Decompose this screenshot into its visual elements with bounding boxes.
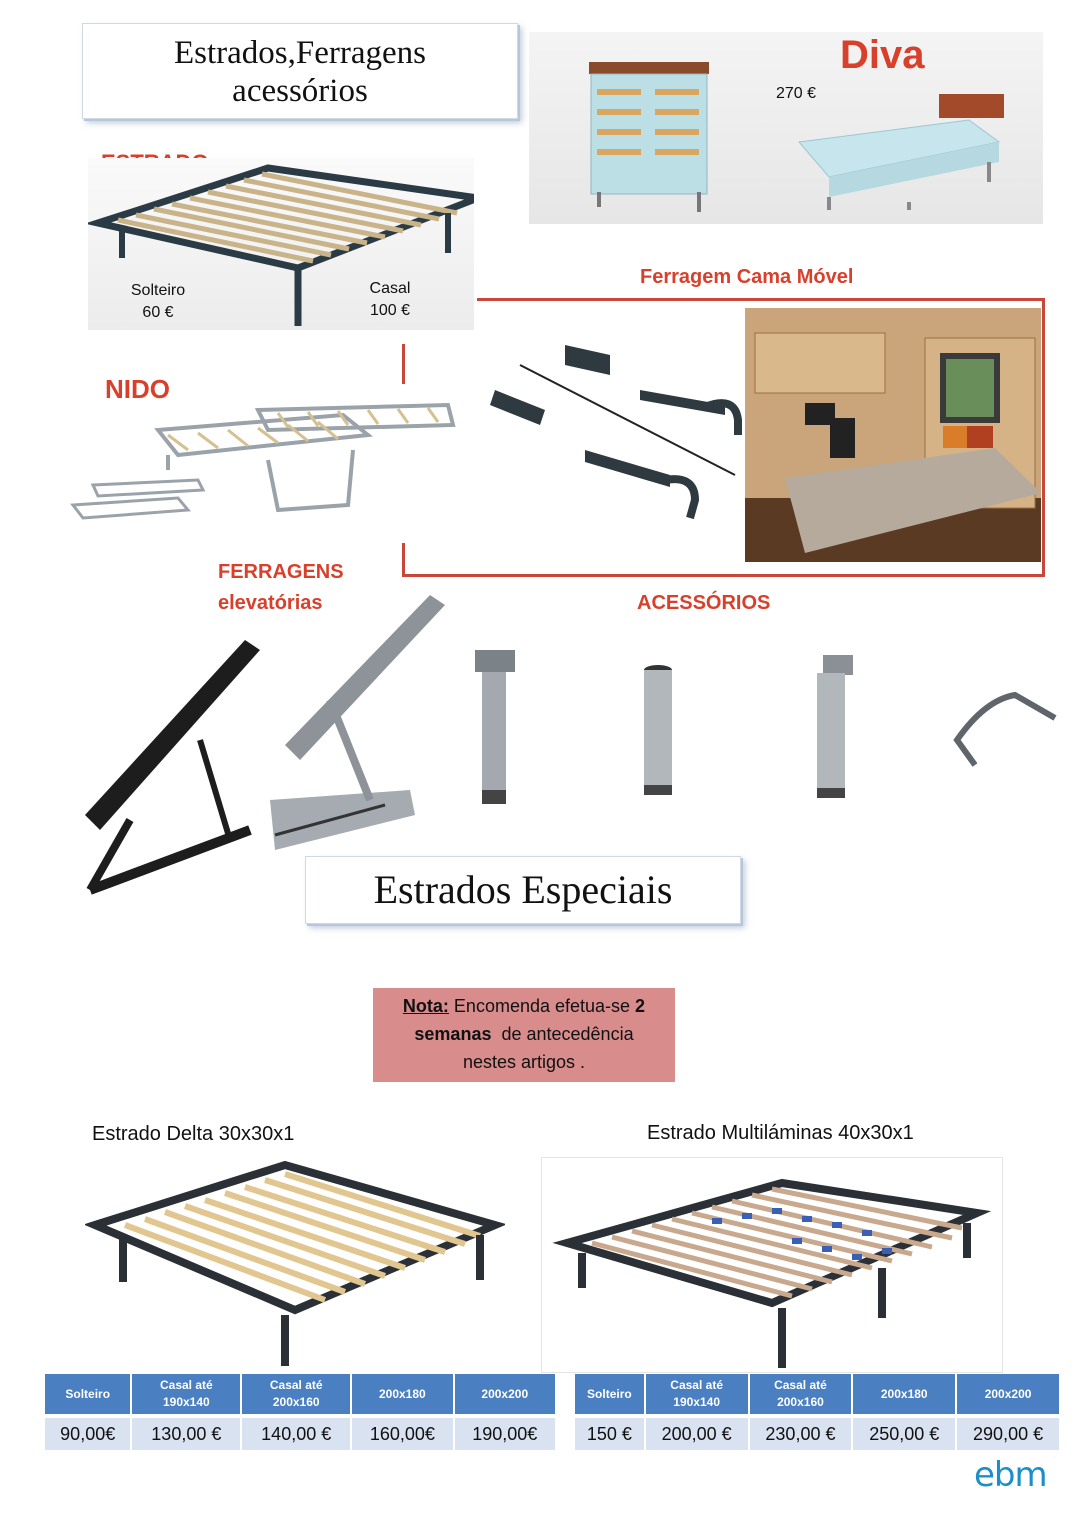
cama-movel-room-photo (745, 308, 1041, 562)
lift-mechanism-illustration (80, 590, 460, 895)
cama-movel-hardware (480, 335, 745, 525)
delta-price-cell: 130,00 € (132, 1414, 240, 1450)
ferragens-title-line1: FERRAGENS (218, 561, 344, 583)
delta-header-cell: 200x180 (352, 1374, 452, 1414)
bed-legs-illustration (465, 640, 1065, 810)
multi-price-row (575, 1414, 1059, 1450)
multi-frame-illustration (542, 1158, 1002, 1372)
estrado-double-label: Casal (369, 280, 411, 297)
estrado-single-label: Solteiro (130, 282, 186, 299)
multi-price-table (573, 1374, 1061, 1450)
delta-header-row (45, 1374, 555, 1414)
nido-bed-illustration (68, 380, 458, 540)
page-title-line1: Estrados,Ferragens (173, 35, 426, 71)
nota-label: Nota: (402, 996, 449, 1016)
delta-header-cell: Solteiro (45, 1374, 130, 1414)
multi-header-row (575, 1374, 1059, 1414)
multi-header-cell: 200x200 (957, 1374, 1059, 1414)
nota-bold1: 2 (635, 996, 646, 1016)
multi-price-cell: 230,00 € (750, 1414, 852, 1450)
delta-frame-illustration (85, 1150, 505, 1370)
ferragens-title-line2: elevatórias (218, 592, 323, 614)
page-title-line2: acessórios (232, 73, 368, 109)
estrado-single-price: 60 € (142, 304, 174, 321)
delta-price-cell: 160,00€ (352, 1414, 452, 1450)
diva-bed-illustration (529, 32, 1043, 224)
delta-price-cell: 190,00€ (455, 1414, 555, 1450)
acessorios-photo (465, 640, 1065, 810)
cama-movel-hardware-illustration (480, 335, 745, 525)
nota-text2: de antecedência (491, 1024, 634, 1044)
delta-price-row (45, 1414, 555, 1450)
delta-photo (85, 1150, 505, 1370)
multi-header-cell: Casal até 190x140 (646, 1374, 748, 1414)
multi-price-cell: 200,00 € (646, 1414, 748, 1450)
diva-title: Diva (840, 33, 925, 77)
cama-movel-border-top (477, 298, 1045, 301)
nota-line1 (373, 992, 675, 1020)
cama-movel-border-bottom (402, 574, 1045, 577)
multi-price-cell: 290,00 € (957, 1414, 1059, 1450)
nota-box (373, 988, 675, 1082)
nota-text1: Encomenda efetua-se (448, 996, 636, 1016)
nido-photo (68, 380, 458, 540)
diva-price: 270 € (776, 85, 817, 102)
multi-photo (541, 1157, 1003, 1373)
delta-header-cell: 200x200 (455, 1374, 555, 1414)
delta-title: Estrado Delta 30x30x1 (92, 1123, 295, 1145)
nido-title: NIDO (105, 374, 170, 404)
delta-price-table (43, 1374, 557, 1450)
delta-price-cell: 140,00 € (242, 1414, 350, 1450)
multi-price-cell: 150 € (575, 1414, 644, 1450)
nota-line2 (373, 1020, 675, 1048)
brand-logo: ebm (974, 1455, 1047, 1495)
nota-line3: nestes artigos . (462, 1052, 586, 1072)
multi-title: Estrado Multiláminas 40x30x1 (647, 1122, 914, 1144)
estrado-double-price: 100 € (369, 302, 411, 319)
cama-movel-border-left-bottom (402, 543, 405, 577)
acessorios-title: ACESSÓRIOS (637, 592, 771, 614)
cama-movel-border-right (1042, 298, 1045, 577)
cama-movel-title: Ferragem Cama Móvel (640, 266, 854, 288)
murphy-bed-room-illustration (745, 308, 1041, 562)
multi-header-cell: Casal até 200x160 (750, 1374, 852, 1414)
page-title-box (82, 23, 518, 119)
delta-header-cell: Casal até 200x160 (242, 1374, 350, 1414)
multi-header-cell: 200x180 (853, 1374, 955, 1414)
multi-header-cell: Solteiro (575, 1374, 644, 1414)
nota-bold2: semanas (414, 1024, 492, 1044)
delta-header-cell: Casal até 190x140 (132, 1374, 240, 1414)
especiais-title: Estrados Especiais (373, 867, 673, 912)
delta-price-cell: 90,00€ (45, 1414, 130, 1450)
multi-price-cell: 250,00 € (853, 1414, 955, 1450)
ferragens-photo (80, 590, 460, 895)
cama-movel-border-left-top (402, 344, 405, 384)
diva-photo (529, 32, 1043, 224)
especiais-title-box (305, 856, 741, 924)
